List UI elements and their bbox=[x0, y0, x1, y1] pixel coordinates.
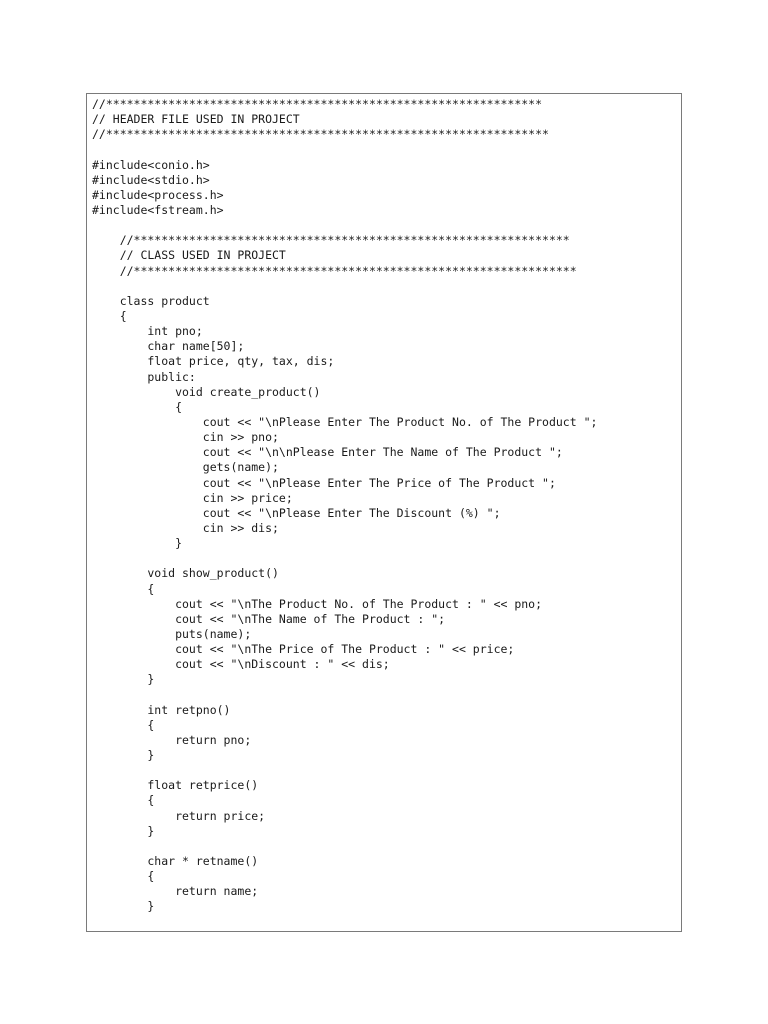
code-line: { bbox=[92, 717, 155, 732]
code-line: { bbox=[92, 399, 183, 414]
code-line bbox=[92, 279, 597, 294]
code-line: puts(name); bbox=[92, 626, 252, 641]
code-line: cout << "\nThe Product No. of The Product : " << pno; bbox=[92, 596, 543, 611]
code-line bbox=[92, 551, 597, 566]
code-line: cout << "\nPlease Enter The Price of The Product "; bbox=[92, 475, 556, 490]
code-line bbox=[92, 687, 597, 702]
code-line: char name[50]; bbox=[92, 339, 245, 354]
code-line: { bbox=[92, 581, 155, 596]
code-line: public: bbox=[92, 369, 196, 384]
code-line: } bbox=[92, 899, 155, 914]
code-line: { bbox=[92, 308, 127, 323]
code-line: } bbox=[92, 823, 155, 838]
code-line: cout << "\nThe Name of The Product : "; bbox=[92, 611, 446, 626]
code-line: cout << "\nPlease Enter The Product No. of The Product "; bbox=[92, 414, 598, 429]
code-line: // CLASS USED IN PROJECT bbox=[92, 248, 286, 263]
code-line: } bbox=[92, 748, 155, 763]
code-line: int retpno() bbox=[92, 702, 231, 717]
code-line: #include<conio.h> bbox=[92, 157, 210, 172]
code-line: { bbox=[92, 869, 155, 884]
code-line: return price; bbox=[92, 808, 266, 823]
code-line: cout << "\nThe Price of The Product : " << price; bbox=[92, 642, 515, 657]
code-line bbox=[92, 142, 597, 157]
code-line: char * retname() bbox=[92, 854, 259, 869]
code-listing-box bbox=[86, 93, 682, 932]
code-line: //*************************************************************** bbox=[92, 233, 570, 248]
code-line: #include<fstream.h> bbox=[92, 202, 224, 217]
code-line: //**************************************************************** bbox=[92, 127, 549, 142]
code-line: { bbox=[92, 793, 155, 808]
code-line: cin >> pno; bbox=[92, 430, 279, 445]
code-line: #include<stdio.h> bbox=[92, 172, 210, 187]
code-line: cin >> dis; bbox=[92, 520, 279, 535]
code-line: void show_product() bbox=[92, 566, 279, 581]
code-line: } bbox=[92, 536, 183, 551]
code-line: //*************************************************************** bbox=[92, 97, 543, 111]
code-line: class product bbox=[92, 293, 210, 308]
code-line: gets(name); bbox=[92, 460, 279, 475]
code-line: float price, qty, tax, dis; bbox=[92, 354, 335, 369]
code-line: cout << "\nDiscount : " << dis; bbox=[92, 657, 390, 672]
code-line: return name; bbox=[92, 884, 259, 899]
code-line bbox=[92, 218, 597, 233]
code-line: return pno; bbox=[92, 732, 252, 747]
code-line: cout << "\n\nPlease Enter The Name of The Product "; bbox=[92, 445, 563, 460]
code-line: } bbox=[92, 672, 155, 687]
code-listing bbox=[92, 97, 597, 915]
code-line: cin >> price; bbox=[92, 490, 293, 505]
code-line: int pno; bbox=[92, 324, 203, 339]
code-line: #include<process.h> bbox=[92, 187, 224, 202]
code-line: void create_product() bbox=[92, 384, 321, 399]
code-line: float retprice() bbox=[92, 778, 259, 793]
code-line: //**************************************************************** bbox=[92, 263, 577, 278]
code-line bbox=[92, 763, 597, 778]
code-line bbox=[92, 839, 597, 854]
code-line: cout << "\nPlease Enter The Discount (%) "; bbox=[92, 505, 501, 520]
code-line: // HEADER FILE USED IN PROJECT bbox=[92, 112, 300, 127]
